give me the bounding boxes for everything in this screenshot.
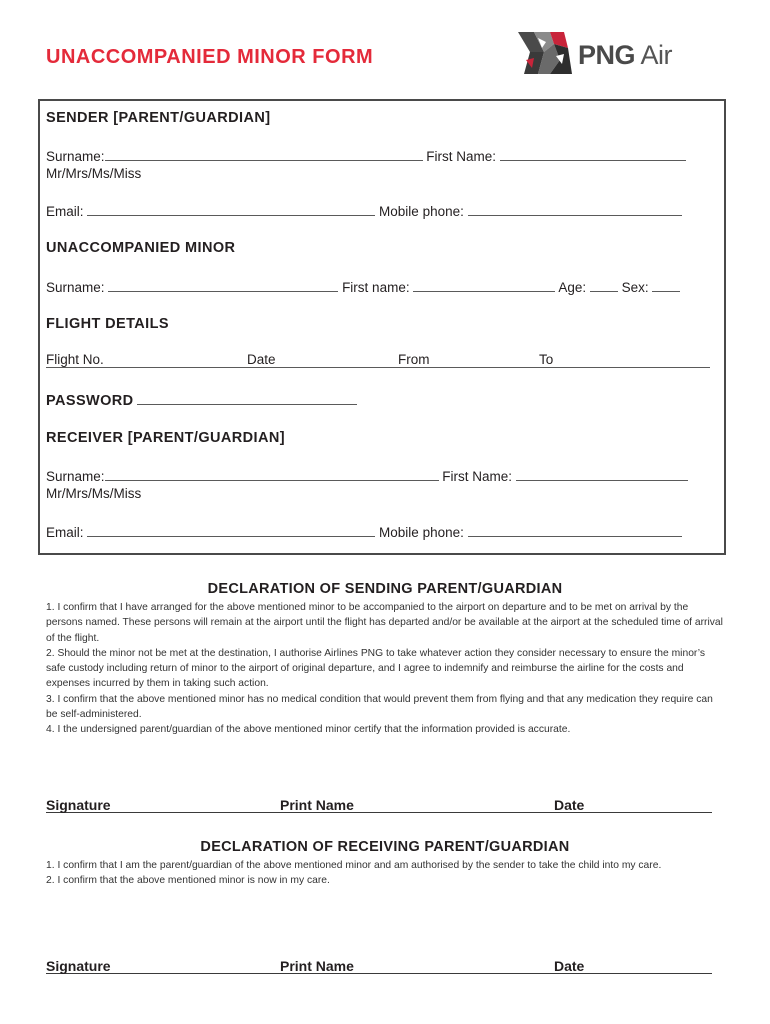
flight-from-label: From <box>398 352 430 367</box>
minor-heading: UNACCOMPANIED MINOR <box>46 240 236 256</box>
minor-sex-field[interactable] <box>652 278 680 292</box>
minor-sex-label: Sex: <box>621 280 649 295</box>
declaration-receiving-title: DECLARATION OF RECEIVING PARENT/GUARDIAN <box>200 839 570 855</box>
sender-title-options: Mr/Mrs/Ms/Miss <box>46 166 142 181</box>
declaration-sending-item: 2. Should the minor not be met at the destination, I authorise Airlines PNG to take whatever action they consider necessary to ensure the minor’s safe custody including return of minor to the airport of original departure, and I agree to indemnify and reimburse the airline for the costs and expenses incurred by them in taking such action. <box>46 647 705 690</box>
sender-email-label: Email: <box>46 204 84 219</box>
receiver-email-label: Email: <box>46 525 84 540</box>
sender-email-field[interactable] <box>87 202 375 216</box>
flight-date-label: Date <box>247 352 276 367</box>
receiver-contact-row <box>46 523 682 540</box>
sender-first-name-field[interactable] <box>500 147 686 161</box>
sending-date-label: Date <box>554 797 585 813</box>
sending-print-name-label: Print Name <box>280 797 354 813</box>
sender-first-name-label: First Name: <box>426 149 497 164</box>
logo-text-png: PNG <box>578 40 636 70</box>
declaration-sending-title: DECLARATION OF SENDING PARENT/GUARDIAN <box>207 581 563 597</box>
receiver-surname-label: Surname: <box>46 469 105 484</box>
receiving-date-label: Date <box>554 958 585 974</box>
receiving-print-name-label: Print Name <box>280 958 354 974</box>
minor-age-field[interactable] <box>590 278 618 292</box>
minor-first-name-label: First name: <box>342 280 410 295</box>
minor-surname-label: Surname: <box>46 280 105 295</box>
password-label: PASSWORD <box>46 393 134 409</box>
sender-mobile-label: Mobile phone: <box>379 204 464 219</box>
sender-surname-label: Surname: <box>46 149 105 164</box>
minor-surname-field[interactable] <box>108 278 338 292</box>
minor-details-row <box>46 278 680 295</box>
receiver-mobile-field[interactable] <box>468 523 682 537</box>
declaration-sending-item: 1. I confirm that I have arranged for the above mentioned minor to be accompanied to the airport on departure and to be met on arrival by the persons named. These persons will remain at the airport until the flight has departed and/or be available at the airport at the scheduled time of arrival of the flight. <box>46 602 723 644</box>
minor-first-name-field[interactable] <box>413 278 555 292</box>
receiving-signature-line[interactable] <box>46 973 712 974</box>
declaration-sending-item: 4. I the undersigned parent/guardian of the above mentioned minor certify that the information provided is accurate. <box>46 724 571 736</box>
minor-age-label: Age: <box>558 280 587 295</box>
sender-heading: SENDER [PARENT/GUARDIAN] <box>46 110 271 126</box>
declaration-receiving-item: 2. I confirm that the above mentioned minor is now in my care. <box>46 875 330 887</box>
logo-text <box>578 40 672 71</box>
form-title: UNACCOMPANIED MINOR FORM <box>46 46 374 68</box>
receiver-mobile-label: Mobile phone: <box>379 525 464 540</box>
flight-details-field-line[interactable] <box>46 367 710 368</box>
sender-contact-row <box>46 202 682 219</box>
sending-signature-label: Signature <box>46 797 111 813</box>
receiver-first-name-field[interactable] <box>516 467 688 481</box>
password-field[interactable] <box>137 391 357 405</box>
receiver-surname-field[interactable] <box>105 467 439 481</box>
receiver-name-row <box>46 467 688 484</box>
declaration-receiving-text <box>46 858 726 889</box>
flight-heading: FLIGHT DETAILS <box>46 316 169 332</box>
sending-signature-line[interactable] <box>46 812 712 813</box>
receiving-signature-label: Signature <box>46 958 111 974</box>
receiver-email-field[interactable] <box>87 523 375 537</box>
logo-text-air: Air <box>640 40 673 70</box>
sender-name-row <box>46 147 686 164</box>
receiver-heading: RECEIVER [PARENT/GUARDIAN] <box>46 430 285 446</box>
sender-mobile-field[interactable] <box>468 202 682 216</box>
receiver-title-options: Mr/Mrs/Ms/Miss <box>46 486 142 501</box>
declaration-sending-text <box>46 600 726 738</box>
declaration-receiving-item: 1. I confirm that I am the parent/guardian of the above mentioned minor and am authorised by the sender to take the child into my care. <box>46 860 662 871</box>
flight-no-label: Flight No. <box>46 352 104 367</box>
declaration-sending-item: 3. I confirm that the above mentioned minor has no medical condition that would prevent them from flying and that any medication they require can be self-administered. <box>46 693 713 721</box>
password-row <box>46 391 357 409</box>
flight-to-label: To <box>539 352 554 367</box>
sender-surname-field[interactable] <box>105 147 423 161</box>
receiver-first-name-label: First Name: <box>442 469 513 484</box>
